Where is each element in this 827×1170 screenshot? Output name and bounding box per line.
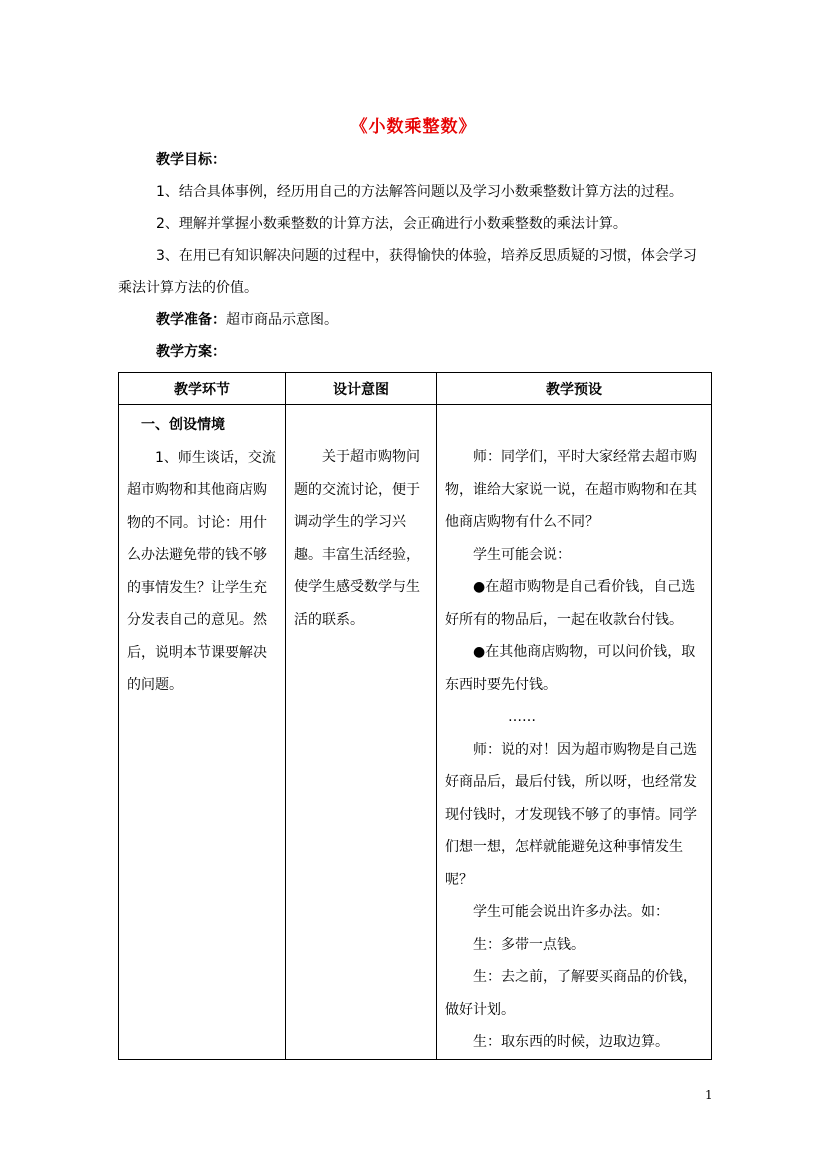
preset-para-5: 师：说的对！因为超市购物是自己选好商品后，最后付钱，所以呀，也经常发现付钱时，才发现钱不够了的事情。同学们想一想，怎样就能避免这种事情发生呢？ [445, 741, 697, 888]
cell-teaching-preset [437, 405, 712, 1060]
preset-ellipsis: …… [508, 709, 536, 725]
preset-para-6: 学生可能会说出许多办法。如： [473, 904, 669, 920]
cell-design-intent [286, 405, 437, 1060]
header-teaching-preset: 教学预设 [437, 373, 712, 405]
section-heading: 一、创设情境 [141, 417, 225, 433]
preset-para-2: 学生可能会说： [473, 546, 571, 563]
preset-para-4: ●在其他商店购物，可以问价钱，取东西时要先付钱。 [445, 644, 696, 693]
header-design-intent: 设计意图 [286, 373, 437, 405]
intent-text: 关于超市购物问题的交流讨论，便于调动学生的学习兴趣。丰富生活经验，使学生感受数学与生活的联系。 [294, 449, 420, 628]
preset-para-1: 师：同学们，平时大家经常去超市购物，谁给大家说一说，在超市购物和在其他商店购物有什么不同？ [445, 449, 697, 530]
objective-2: 2、理解并掌握小数乘整数的计算方法，会正确进行小数乘整数的乘法计算。 [156, 216, 627, 232]
stage-text: 1、师生谈话，交流超市购物和其他商店购物的不同。讨论：用什么办法避免带的钱不够的事情发生？让学生充分发表自己的意见。然后，说明本节课要解决的问题。 [127, 449, 276, 693]
header-teaching-stage: 教学环节 [119, 373, 286, 405]
lesson-plan-table [118, 372, 712, 1060]
objectives-heading: 教学目标： [156, 152, 226, 168]
table-header-row [119, 373, 712, 405]
preset-para-7: 生：多带一点钱。 [473, 936, 585, 953]
preparation-line [118, 304, 710, 336]
table-row [119, 405, 712, 1060]
preparation-text: 超市商品示意图。 [226, 312, 338, 328]
preset-para-3: ●在超市购物是自己看价钱，自己选好所有的物品后，一起在收款台付钱。 [445, 579, 696, 628]
preset-para-9: 生：取东西的时候，边取边算。 [473, 1034, 669, 1050]
objective-3: 3、在用已有知识解决问题的过程中，获得愉快的体验，培养反思质疑的习惯，体会学习乘法计算方法的价值。 [118, 248, 697, 296]
plan-heading: 教学方案： [156, 344, 226, 360]
preparation-label: 教学准备： [156, 312, 226, 328]
preset-para-8: 生：去之前，了解要买商品的价钱，做好计划。 [445, 969, 697, 1018]
objective-1: 1、结合具体事例，经历用自己的方法解答问题以及学习小数乘整数计算方法的过程。 [156, 184, 683, 200]
cell-teaching-stage [119, 405, 286, 1060]
document-title: 《小数乘整数》 [350, 117, 477, 137]
page-number: 1 [705, 1088, 713, 1102]
